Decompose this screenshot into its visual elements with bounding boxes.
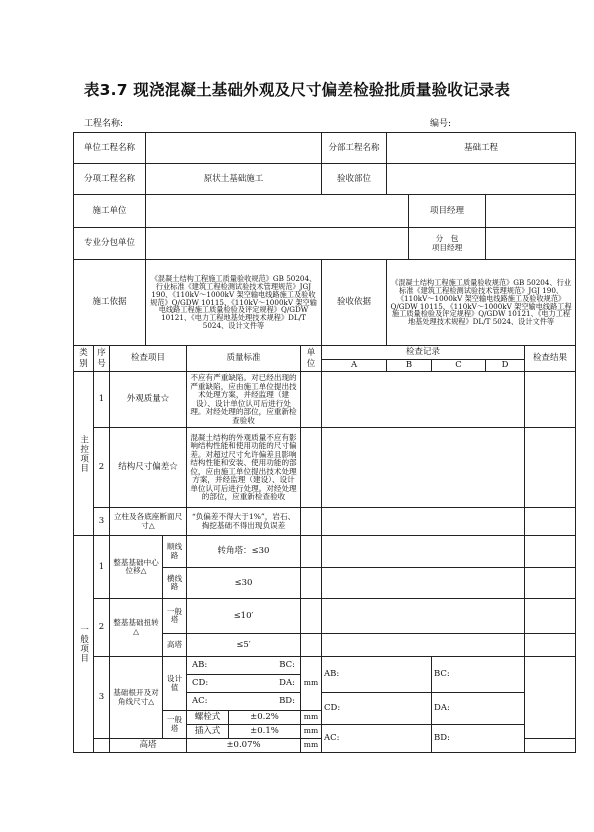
sub-project-label: 分部工程名称 xyxy=(322,133,387,164)
main-item-row xyxy=(74,428,576,508)
main-item-record[interactable] xyxy=(322,428,525,508)
construction-unit-row xyxy=(74,195,576,228)
accept-basis-label: 验收依据 xyxy=(322,260,387,346)
batch-label: 验收部位 xyxy=(322,164,387,195)
general-item-standard: ≤10′ xyxy=(187,599,301,634)
unit-header: 单位 xyxy=(301,346,322,372)
general-item-result[interactable] xyxy=(525,536,576,568)
general-item-unit xyxy=(301,634,322,657)
ab-label: AB: xyxy=(192,660,208,671)
general-item-row xyxy=(74,599,576,634)
general-item-standard: 转角塔：≤30 xyxy=(187,536,301,568)
unit-project-label: 单位工程名称 xyxy=(74,133,146,164)
design-value-label: 设计值 xyxy=(163,657,187,711)
subcontract-unit-label: 专业分包单位 xyxy=(74,228,146,260)
bolt-type-label: 螺栓式 xyxy=(187,711,229,725)
insert-type-standard: ±0.1% xyxy=(229,725,301,739)
dimension-unit: mm xyxy=(301,711,322,725)
record-a-header: A xyxy=(322,360,387,372)
general-sub-item: 高塔 xyxy=(163,634,187,657)
project-manager-value[interactable] xyxy=(486,195,576,228)
general-sub-item: 横线路 xyxy=(163,568,187,599)
general-item-result[interactable] xyxy=(525,634,576,657)
general-item-unit xyxy=(301,599,322,634)
unit-project-value[interactable] xyxy=(146,133,322,164)
record-d-header: D xyxy=(486,360,525,372)
record-ac[interactable]: AC: xyxy=(322,725,432,753)
main-item-name: 立柱及各底座断面尺寸△ xyxy=(110,508,187,536)
unit-project-row xyxy=(74,133,576,164)
dimension-unit: mm xyxy=(301,739,322,753)
sub-project-value[interactable]: 基础工程 xyxy=(387,133,576,164)
check-item-header: 检查项目 xyxy=(110,346,187,372)
main-item-standard: 混凝土结构的外观质量不应有影响结构性能和使用功能的尺寸偏差。对超过尺寸允许偏差且影响结构性能和安装、使用功能的部位，应由施工单位提出技术处理方案，并经监理（建设）、设计单位认可后进行处理。对经处理的部位，应重新检查验收 xyxy=(187,428,301,508)
general-item-row xyxy=(74,536,576,568)
item-project-row xyxy=(74,164,576,195)
general-item-record[interactable] xyxy=(322,634,525,657)
subcontract-row xyxy=(74,228,576,260)
seq-header: 序号 xyxy=(94,346,110,372)
item-project-label: 分项工程名称 xyxy=(74,164,146,195)
project-name-label: 工程名称: xyxy=(84,119,124,129)
record-header: 检查记录 xyxy=(322,346,525,360)
main-item-record[interactable] xyxy=(322,508,525,536)
general-item-standard: ≤5′ xyxy=(187,634,301,657)
main-group-label: 主控项目 xyxy=(74,372,94,536)
general-item-seq: 2 xyxy=(94,599,110,657)
general-item-unit xyxy=(301,568,322,599)
record-bd[interactable]: BD: xyxy=(432,725,525,753)
insert-type-label: 插入式 xyxy=(187,725,229,739)
accept-basis-text: 《混凝土结构工程施工质量验收规范》GB 50204、行业标准《建筑工程检测试验技术管理规范》JGJ 190、《110kV～1000kV 架空输电线路施工及验收规范》Q/GDW 10115、《110kV～1000kV 架空输电线路工程施工质量检验及评定规程》Q/GDW 10121、《电力工程地基处理技术规程》DL/T 5024、设计文件等 xyxy=(387,260,576,346)
basis-label: 施工依据 xyxy=(74,260,146,346)
construction-unit-value[interactable] xyxy=(146,195,409,228)
dimension-row xyxy=(74,657,576,675)
da-label: DA: xyxy=(279,678,295,689)
main-item-name: 外观质量☆ xyxy=(110,372,187,428)
main-item-result[interactable] xyxy=(525,508,576,536)
main-item-unit xyxy=(301,508,322,536)
general-item-result[interactable] xyxy=(525,599,576,634)
general-sub-item: 顺线路 xyxy=(163,536,187,568)
basis-row xyxy=(74,260,576,346)
record-da[interactable]: DA: xyxy=(432,693,525,725)
record-c-header: C xyxy=(432,360,486,372)
ac-label: AC: xyxy=(192,696,208,707)
standard-header: 质量标准 xyxy=(187,346,301,372)
general-item-record[interactable] xyxy=(322,568,525,599)
main-item-standard: “负偏差不得大于1%”，岩石、掏挖基础不得出现负误差 xyxy=(187,508,301,536)
main-item-result[interactable] xyxy=(525,428,576,508)
record-b-header: B xyxy=(387,360,432,372)
bd-label: BD: xyxy=(279,696,295,707)
record-cd[interactable]: CD: xyxy=(322,693,432,725)
main-item-seq: 1 xyxy=(94,372,110,428)
design-value-ab-bc xyxy=(187,657,301,675)
dimension-unit: mm xyxy=(301,657,322,711)
record-ab[interactable]: AB: xyxy=(322,657,432,693)
basis-text: 《混凝土结构工程施工质量验收规范》GB 50204、行业标准《建筑工程检测试验技术管理规范》JGJ 190、《110kV～1000kV 架空输电线路施工及验收规范》Q/GDW 10115、《110kV～1000kV 架空输电线路工程施工质量检验及评定规程》Q/GDW 10121、《电力工程地基处理技术规程》DL/T 5024、设计文件等 xyxy=(146,260,322,346)
main-item-standard: 不应有严重缺陷。对已经出现的严重缺陷，应由施工单位提出技术处理方案，并经监理（建设）、设计单位认可后进行处理。对经处理的部位，应重新检查验收 xyxy=(187,372,301,428)
subcontract-manager-label: 分 包 项目经理 xyxy=(409,228,486,260)
general-item-record[interactable] xyxy=(322,599,525,634)
category-header: 类别 xyxy=(74,346,94,372)
design-value-cd-da xyxy=(187,675,301,693)
high-tower-result[interactable] xyxy=(525,739,576,753)
batch-value[interactable] xyxy=(387,164,576,195)
general-item-seq-blank xyxy=(94,739,110,753)
dimension-result[interactable] xyxy=(525,657,576,739)
general-item-seq: 1 xyxy=(94,536,110,599)
main-item-name: 结构尺寸偏差☆ xyxy=(110,428,187,508)
acceptance-record-table xyxy=(73,132,576,753)
general-sub-item: 一般塔 xyxy=(163,599,187,634)
bc-label: BC: xyxy=(279,660,295,671)
subcontract-unit-value[interactable] xyxy=(146,228,409,260)
general-item-standard: ≤30 xyxy=(187,568,301,599)
general-item-seq: 3 xyxy=(94,657,110,739)
cd-label: CD: xyxy=(192,678,209,689)
main-item-row xyxy=(74,508,576,536)
serial-number-label: 编号: xyxy=(430,119,452,129)
main-item-unit xyxy=(301,428,322,508)
record-bc[interactable]: BC: xyxy=(432,657,525,693)
main-item-record[interactable] xyxy=(322,372,525,428)
general-item-record[interactable] xyxy=(322,536,525,568)
general-tower-label: 一般塔 xyxy=(163,711,187,739)
design-value-ac-bd xyxy=(187,693,301,711)
general-item-result[interactable] xyxy=(525,568,576,599)
general-item-name: 整基基础扭转△ xyxy=(110,599,163,657)
bolt-type-standard: ±0.2% xyxy=(229,711,301,725)
project-manager-label: 项目经理 xyxy=(409,195,486,228)
main-item-row xyxy=(74,372,576,428)
item-project-value[interactable]: 原状土基础施工 xyxy=(146,164,322,195)
main-item-unit xyxy=(301,372,322,428)
page-title: 表3.7 现浇混凝土基础外观及尺寸偏差检验批质量验收记录表 xyxy=(83,81,511,99)
main-item-seq: 3 xyxy=(94,508,110,536)
general-item-unit xyxy=(301,536,322,568)
subcontract-manager-value[interactable] xyxy=(486,228,576,260)
general-group-label: 一般项目 xyxy=(74,536,94,753)
general-item-name: 整基基础中心位移△ xyxy=(110,536,163,599)
main-item-seq: 2 xyxy=(94,428,110,508)
high-tower-label: 高塔 xyxy=(110,739,187,753)
result-header: 检查结果 xyxy=(525,346,576,372)
dimension-unit: mm xyxy=(301,725,322,739)
construction-unit-label: 施工单位 xyxy=(74,195,146,228)
main-item-result[interactable] xyxy=(525,372,576,428)
general-item-name: 基础根开及对角线尺寸△ xyxy=(110,657,163,739)
high-tower-standard: ±0.07% xyxy=(187,739,301,753)
header-row-1 xyxy=(74,346,576,360)
